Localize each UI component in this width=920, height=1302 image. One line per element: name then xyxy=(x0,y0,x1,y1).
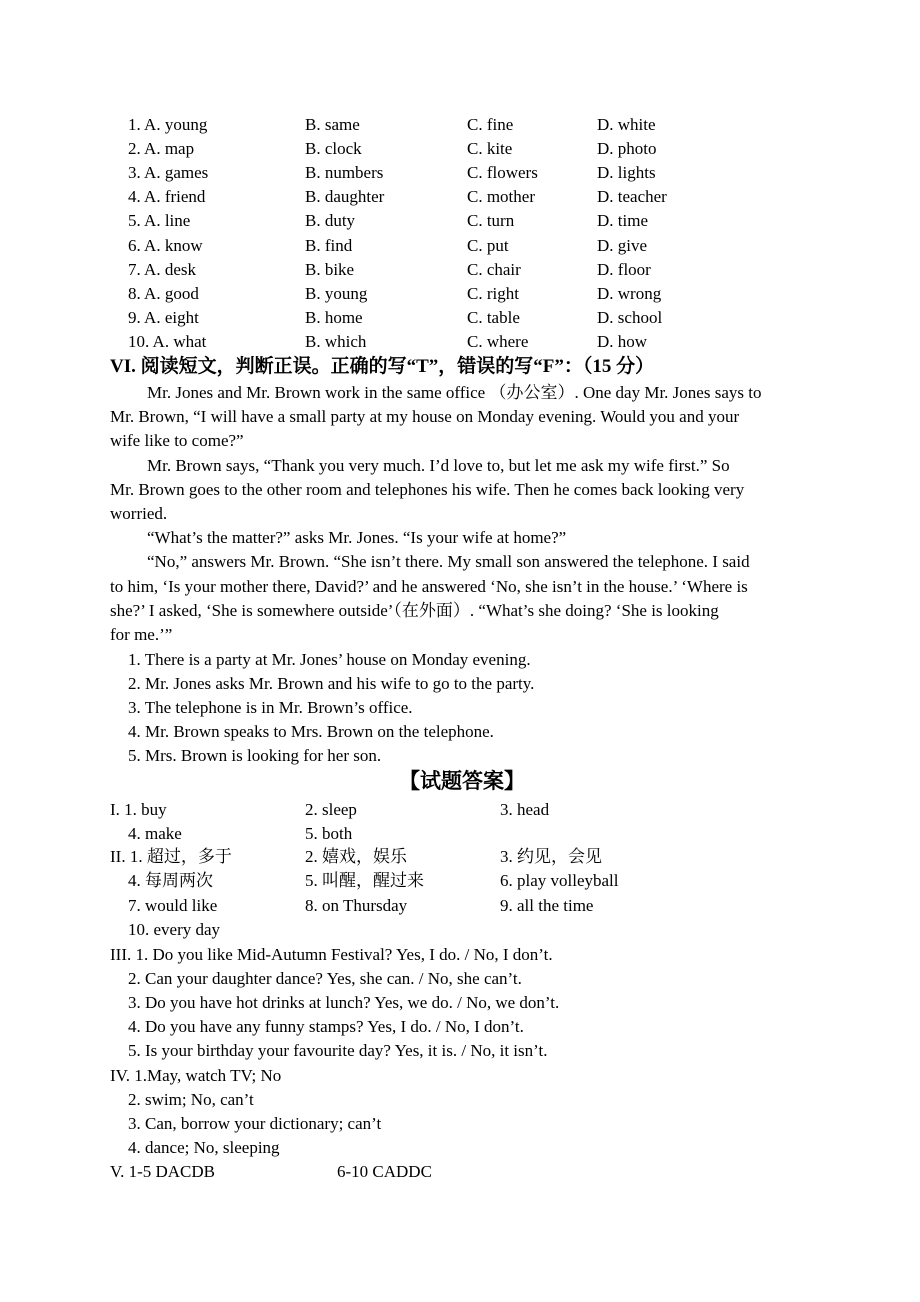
answer-item: 3. Can, borrow your dictionary; can’t xyxy=(128,1114,382,1134)
choice-option: C. fine xyxy=(467,115,514,134)
passage-line: to him, ‘Is your mother there, David?’ and he answered ‘No, she isn’t in the house.’ ‘Where is xyxy=(110,576,748,596)
choice-option: B. young xyxy=(305,283,368,303)
passage-line: for me.’” xyxy=(110,625,173,644)
answer-item: 5. Is your birthday your favourite day? Yes, it is. / No, it isn’t. xyxy=(128,1041,548,1061)
passage-line: she?’ I asked, ‘She is somewhere outside’（在外面）. “What’s she doing? ‘She is looking xyxy=(110,600,719,620)
answer-item: II. 1. 超过，多于 xyxy=(110,847,232,866)
answer-item: 3. Do you have hot drinks at lunch? Yes, we do. / No, we don’t. xyxy=(128,993,560,1013)
answer-item: 9. all the time xyxy=(500,896,594,915)
question-item: 4. Mr. Brown speaks to Mrs. Brown on the telephone. xyxy=(128,722,494,742)
section-heading: VI. 阅读短文，判断正误。正确的写“T”，错误的写“F”：（15 分） xyxy=(110,356,655,377)
choice-option: D. lights xyxy=(597,163,656,183)
choice-option: 5. A. line xyxy=(128,211,191,231)
answer-item: 7. would like xyxy=(128,896,218,915)
answer-item: 3. head xyxy=(500,800,550,819)
choice-option: C. right xyxy=(467,283,519,303)
choice-option: D. white xyxy=(597,115,656,134)
choice-option: 7. A. desk xyxy=(128,259,196,279)
answer-item: 6-10 CADDC xyxy=(337,1162,432,1181)
passage-line: worried. xyxy=(110,504,168,523)
passage-line: Mr. Brown goes to the other room and telephones his wife. Then he comes back looking very xyxy=(110,479,745,499)
choice-option: B. clock xyxy=(305,139,362,159)
answer-item: 2. sleep xyxy=(305,800,357,819)
answer-item: 2. swim; No, can’t xyxy=(128,1090,254,1110)
choice-option: C. turn xyxy=(467,211,515,231)
choice-option: D. floor xyxy=(597,259,651,279)
choice-option: D. give xyxy=(597,235,648,255)
passage-line: wife like to come?” xyxy=(110,431,244,451)
choice-option: C. chair xyxy=(467,259,521,279)
answer-item: III. 1. Do you like Mid-Autumn Festival? Yes, I do. / No, I don’t. xyxy=(110,945,553,964)
choice-option: 1. A. young xyxy=(128,115,208,134)
choice-option: D. wrong xyxy=(597,283,662,303)
choice-option: C. flowers xyxy=(467,163,538,183)
choice-option: D. time xyxy=(597,211,648,231)
choice-option: 10. A. what xyxy=(128,331,207,351)
choice-option: B. same xyxy=(305,115,360,134)
answer-item: 6. play volleyball xyxy=(500,871,619,890)
choice-option: 3. A. games xyxy=(128,163,209,183)
answer-item: 4. Do you have any funny stamps? Yes, I do. / No, I don’t. xyxy=(128,1017,524,1037)
choice-option: C. put xyxy=(467,235,509,255)
choice-option: C. table xyxy=(467,307,520,327)
choice-option: D. teacher xyxy=(597,187,667,207)
choice-option: B. bike xyxy=(305,259,355,279)
choice-option: B. find xyxy=(305,235,353,255)
choice-option: 4. A. friend xyxy=(128,187,206,207)
choice-option: 2. A. map xyxy=(128,139,195,159)
answer-item: 3. 约见，会见 xyxy=(500,847,602,866)
choice-option: 8. A. good xyxy=(128,283,199,303)
choice-option: C. mother xyxy=(467,187,535,207)
answer-item: V. 1-5 DACDB xyxy=(110,1162,216,1181)
choice-option: 6. A. know xyxy=(128,235,203,255)
answers-title: 【试题答案】 xyxy=(399,769,525,793)
question-item: 5. Mrs. Brown is looking for her son. xyxy=(128,746,382,766)
answer-item: IV. 1.May, watch TV; No xyxy=(110,1066,282,1085)
passage-line: Mr. Brown says, “Thank you very much. I’d love to, but let me ask my wife first.” So xyxy=(147,455,730,475)
choice-option: D. how xyxy=(597,331,648,351)
choice-option: B. which xyxy=(305,331,367,351)
choice-option: C. kite xyxy=(467,139,513,159)
choice-option: B. home xyxy=(305,307,363,327)
passage-line: “No,” answers Mr. Brown. “She isn’t there. My small son answered the telephone. I said xyxy=(147,552,750,572)
question-item: 1. There is a party at Mr. Jones’ house on Monday evening. xyxy=(128,650,531,669)
passage-line: Mr. Brown, “I will have a small party at my house on Monday evening. Would you and your xyxy=(110,407,740,427)
choice-option: B. duty xyxy=(305,211,356,231)
choice-option: 9. A. eight xyxy=(128,307,199,327)
choice-option: B. numbers xyxy=(305,163,384,183)
answer-item: 4. 每周两次 xyxy=(128,871,213,890)
answer-item: 5. both xyxy=(305,824,353,843)
answer-item: I. 1. buy xyxy=(110,800,167,819)
question-item: 3. The telephone is in Mr. Brown’s office. xyxy=(128,698,413,718)
answer-item: 2. 嬉戏，娱乐 xyxy=(305,847,407,866)
answer-item: 2. Can your daughter dance? Yes, she can. / No, she can’t. xyxy=(128,969,522,989)
answer-item: 5. 叫醒，醒过来 xyxy=(305,871,424,890)
answer-item: 4. dance; No, sleeping xyxy=(128,1138,280,1158)
question-item: 2. Mr. Jones asks Mr. Brown and his wife to go to the party. xyxy=(128,674,535,694)
answer-item: 4. make xyxy=(128,824,182,843)
passage-line: “What’s the matter?” asks Mr. Jones. “Is your wife at home?” xyxy=(147,528,567,548)
passage-line: Mr. Jones and Mr. Brown work in the same office （办公室）. One day Mr. Jones says to xyxy=(147,383,762,402)
choice-option: D. photo xyxy=(597,139,657,159)
answer-item: 8. on Thursday xyxy=(305,896,408,915)
answer-item: 10. every day xyxy=(128,920,221,939)
choice-option: D. school xyxy=(597,307,663,327)
choice-option: C. where xyxy=(467,331,529,351)
choice-option: B. daughter xyxy=(305,187,385,207)
